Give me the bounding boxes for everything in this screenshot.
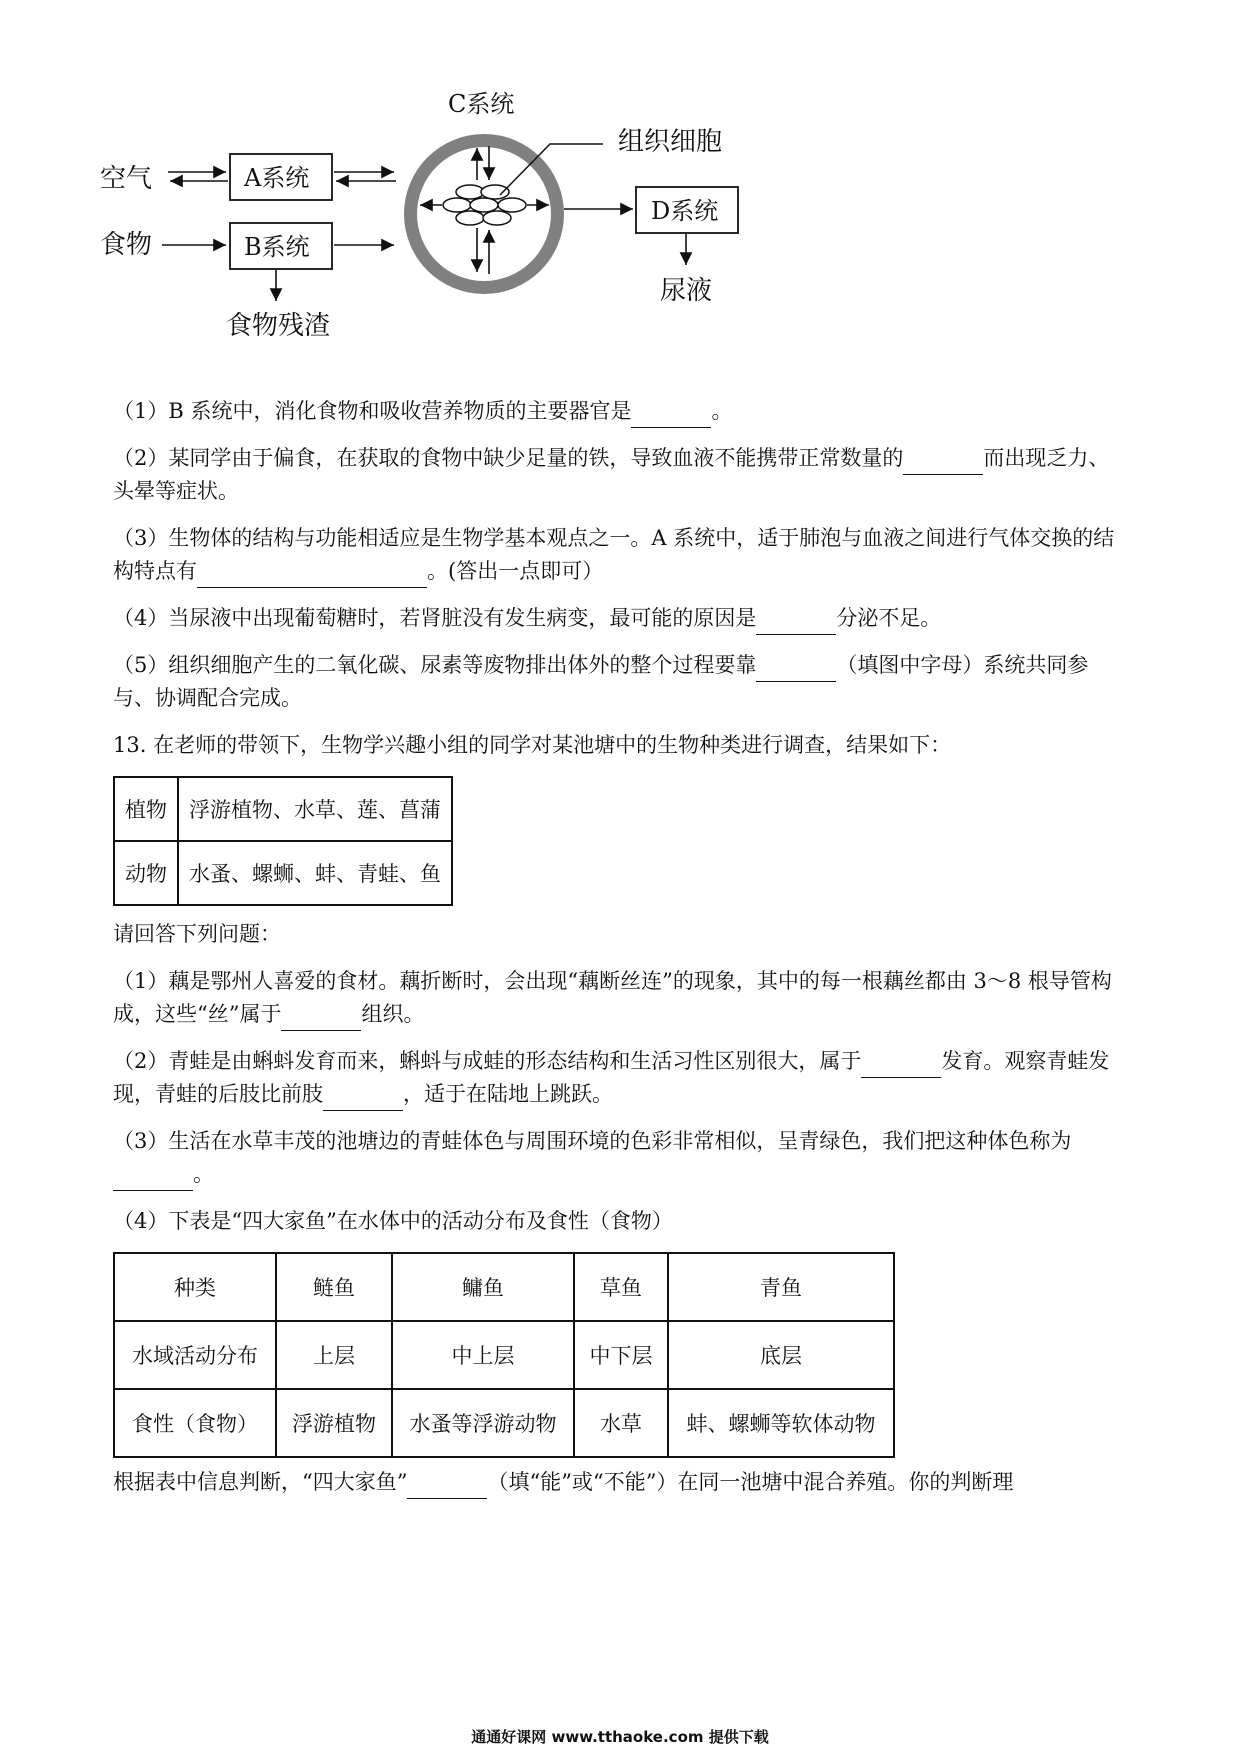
- food-label: 食物: [100, 230, 153, 260]
- system-b-label: B系统: [244, 233, 310, 261]
- q12-part3-text: （3）生物体的结构与功能相适应是生物学基本观点之一。A 系统中，适于肺泡与血液之间进行气体交换的结构特点有: [113, 526, 1115, 583]
- q13-part2-end: ，适于在陆地上跳跃。: [403, 1082, 613, 1106]
- q13-part3-text: （3）生活在水草丰茂的池塘边的青蛙体色与周围环境的色彩非常相似，呈青绿色，我们把这种体色称为: [113, 1129, 1072, 1153]
- q13-part4: （4）下表是“四大家鱼”在水体中的活动分布及食性（食物）: [113, 1209, 673, 1233]
- table-cell: 中上层: [392, 1321, 574, 1389]
- four-fish-table: [113, 1252, 895, 1458]
- q12-part5: [113, 649, 1123, 715]
- table-cell: 水蚤等浮游动物: [392, 1389, 574, 1457]
- table-cell: 青鱼: [668, 1253, 894, 1321]
- q12-part1-end: 。: [711, 399, 733, 423]
- air-label: 空气: [100, 164, 153, 194]
- q12-part1-text: （1）B 系统中，消化食物和吸收营养物质的主要器官是: [113, 399, 632, 423]
- table-row: [114, 1321, 894, 1389]
- table-cell: 鳙鱼: [392, 1253, 574, 1321]
- q13-last-end: （填“能”或“不能”）在同一池塘中混合养殖。你的判断理: [487, 1470, 1014, 1494]
- answer-blank[interactable]: [281, 1006, 361, 1031]
- q12-part5-text: （5）组织细胞产生的二氧化碳、尿素等废物排出体外的整个过程要靠: [113, 653, 757, 677]
- answer-blank[interactable]: [756, 610, 836, 635]
- answer-blank[interactable]: [113, 1166, 193, 1191]
- q13-last-text: 根据表中信息判断，“四大家鱼”: [113, 1470, 408, 1494]
- table-row: [114, 841, 452, 905]
- footer: 通通好课网 www.tthaoke.com 提供下载: [471, 1728, 769, 1746]
- table-cell: 食性（食物）: [114, 1389, 276, 1457]
- system-c-label: C系统: [448, 90, 515, 118]
- residue-label: 食物残渣: [226, 311, 331, 341]
- q12-part2-end: 而出现乏力、头晕等症状。: [113, 446, 1110, 503]
- answer-blank[interactable]: [197, 563, 427, 588]
- tissue-label: 组织细胞: [618, 127, 723, 157]
- table-row: [114, 777, 452, 841]
- table-cell: 水域活动分布: [114, 1321, 276, 1389]
- q13-part2: [113, 1045, 1123, 1111]
- q12-part2: [113, 442, 1123, 508]
- q13-part2-mid: 发育。观察青蛙发现，青蛙的后肢比前肢: [113, 1049, 1110, 1106]
- table-cell: 水草: [574, 1389, 668, 1457]
- q12-part4-text: （4）当尿液中出现葡萄糖时，若肾脏没有发生病变，最可能的原因是: [113, 606, 757, 630]
- answer-blank[interactable]: [631, 403, 711, 428]
- q13-intro: 13. 在老师的带领下，生物学兴趣小组的同学对某池塘中的生物种类进行调查，结果如下：: [113, 733, 952, 757]
- table-cell: 蚌、螺蛳等软体动物: [668, 1389, 894, 1457]
- answer-blank[interactable]: [407, 1474, 487, 1499]
- table-cell: 浮游植物、水草、莲、菖蒲: [178, 777, 452, 841]
- table-cell: 底层: [668, 1321, 894, 1389]
- system-c-inner: [417, 147, 551, 281]
- q12-part4: [113, 602, 1123, 635]
- q13-part1-end: 组织。: [361, 1002, 425, 1026]
- table-cell: 动物: [114, 841, 178, 905]
- system-d-label: D系统: [651, 197, 719, 225]
- organism-table: [113, 776, 453, 906]
- system-a-label: A系统: [244, 164, 310, 192]
- q13-part2-text: （2）青蛙是由蝌蚪发育而来，蝌蚪与成蛙的形态结构和生活习性区别很大，属于: [113, 1049, 862, 1073]
- table-cell: 水蚤、螺蛳、蚌、青蛙、鱼: [178, 841, 452, 905]
- q13-last: [113, 1466, 1123, 1499]
- q12-part4-end: 分泌不足。: [836, 606, 942, 630]
- urine-label: 尿液: [660, 276, 713, 306]
- q13-part3-end: 。: [193, 1162, 214, 1186]
- answer-blank[interactable]: [756, 657, 836, 682]
- answer-blank[interactable]: [903, 450, 983, 475]
- q12-part5-end: （填图中字母）系统共同参与、协调配合完成。: [113, 653, 1089, 710]
- q12-part1: [113, 395, 1123, 428]
- answer-blank[interactable]: [861, 1053, 941, 1078]
- table-cell: 种类: [114, 1253, 276, 1321]
- table-cell: 上层: [276, 1321, 392, 1389]
- question-content: [113, 395, 1123, 1513]
- table-cell: 中下层: [574, 1321, 668, 1389]
- q13-prompt: 请回答下列问题：: [113, 922, 281, 946]
- table-row: [114, 1389, 894, 1457]
- table-cell: 浮游植物: [276, 1389, 392, 1457]
- table-cell: 草鱼: [574, 1253, 668, 1321]
- table-cell: 植物: [114, 777, 178, 841]
- answer-blank[interactable]: [323, 1086, 403, 1111]
- q13-part3: [113, 1125, 1123, 1191]
- q12-part2-text: （2）某同学由于偏食，在获取的食物中缺少足量的铁，导致血液不能携带正常数量的: [113, 446, 904, 470]
- body-systems-diagram: [100, 88, 820, 388]
- diagram-svg: [100, 88, 820, 388]
- q13-part1-text: （1）藕是鄂州人喜爱的食材。藕折断时，会出现“藕断丝连”的现象，其中的每一根藕丝都由 3～8 根导管构成，这些“丝”属于: [113, 969, 1112, 1026]
- q12-part3: [113, 522, 1123, 588]
- table-cell: 鲢鱼: [276, 1253, 392, 1321]
- q12-part3-end: 。(答出一点即可）: [427, 559, 604, 583]
- table-row: [114, 1253, 894, 1321]
- q13-part1: [113, 965, 1123, 1031]
